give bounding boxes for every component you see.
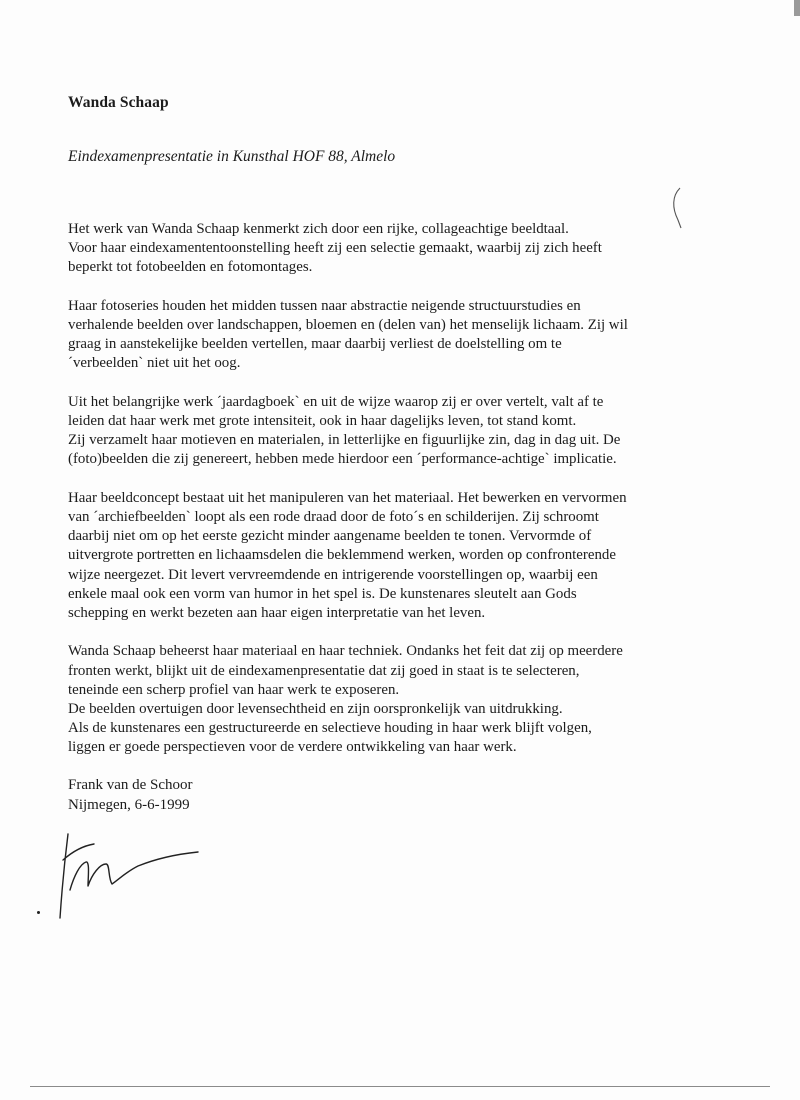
scan-edge-mark [794,0,800,16]
body-line: Zij verzamelt haar motieven en materialen, in letterlijke en figuurlijke zin, dag in dag uit. De [68,432,621,449]
body-line: De beelden overtuigen door levensechtheid en zijn oorspronkelijk van uitdrukking. [68,701,563,718]
body-line: Voor haar eindexamententoonstelling heeft zij een selectie gemaakt, waarbij zij zich heeft [68,240,602,257]
body-line: uitvergrote portretten en lichaamsdelen die beklemmend werken, worden op confronterende [68,547,616,564]
body-paragraph [68,393,688,470]
body-line: liggen er goede perspectieven voor de verdere ontwikkeling van haar werk. [68,739,517,756]
signoff-name: Frank van de Schoor [68,777,193,793]
body-line: Uit het belangrijke werk ´jaardagboek` en uit de wijze waarop zij er over vertelt, valt af te [68,393,604,410]
body-line: fronten werkt, blijkt uit de eindexamenpresentatie dat zij goed in staat is te selecteren, [68,662,580,679]
body-line: graag in aanstekelijke beelden vertellen, maar daarbij verliest de doelstelling om te [68,336,562,353]
body-line: daarbij niet om op het eerste gezicht minder aangename beelden te tonen. Vervormde of [68,528,592,545]
body-line: leiden dat haar werk met grote intensiteit, ook in haar dagelijks leven, tot stand komt. [68,413,577,429]
body-line: Het werk van Wanda Schaap kenmerkt zich door een rijke, collageachtige beeldtaal. [68,221,569,237]
ink-dot [37,911,40,914]
body-line: (foto)beelden die zij genereert, hebben mede hierdoor een ´performance-achtige` implicatie. [68,451,617,468]
body-paragraph [68,489,688,623]
body-line: enkele maal ook een vorm van humor in het spel is. De kunstenares sleutelt aan Gods [68,585,577,602]
body-line: teneinde een scherp profiel van haar werk te exposeren. [68,681,400,698]
exhibition-subtitle: Eindexamenpresentatie in Kunsthal HOF 88, Almelo [68,148,396,165]
body-line: Haar fotoseries houden het midden tussen naar abstractie neigende structuurstudies en [68,297,581,314]
handwritten-signature [48,828,218,928]
body-line: beperkt tot fotobeelden en fotomontages. [68,259,313,276]
signoff-block [68,776,193,815]
body-line: verhalende beelden over landschappen, bloemen en (delen van) het menselijk lichaam. Zij wil [68,317,628,333]
body-line: Wanda Schaap beheerst haar materiaal en haar techniek. Ondanks het feit dat zij op meerdere [68,643,623,660]
body-line: Haar beeldconcept bestaat uit het manipuleren van het materiaal. Het bewerken en vervormen [68,489,627,506]
author-name: Wanda Schaap [68,94,169,111]
body-line: van ´archiefbeelden` loopt als een rode draad door de foto´s en schilderijen. Zij schroomt [68,509,599,525]
body-line: wijze neergezet. Dit levert vervreemdende en intrigerende voorstellingen op, waarbij een [68,566,598,583]
body-paragraph [68,220,688,278]
letter-body [68,220,688,777]
page-bottom-rule [30,1086,770,1087]
body-paragraph [68,642,688,757]
body-paragraph [68,297,688,374]
body-line: ´verbeelden` niet uit het oog. [68,355,241,372]
signoff-place-date: Nijmegen, 6-6-1999 [68,796,190,813]
body-line: schepping en werkt bezeten aan haar eigen interpretatie van het leven. [68,605,486,622]
body-line: Als de kunstenares een gestructureerde en selectieve houding in haar werk blijft volgen, [68,720,592,737]
